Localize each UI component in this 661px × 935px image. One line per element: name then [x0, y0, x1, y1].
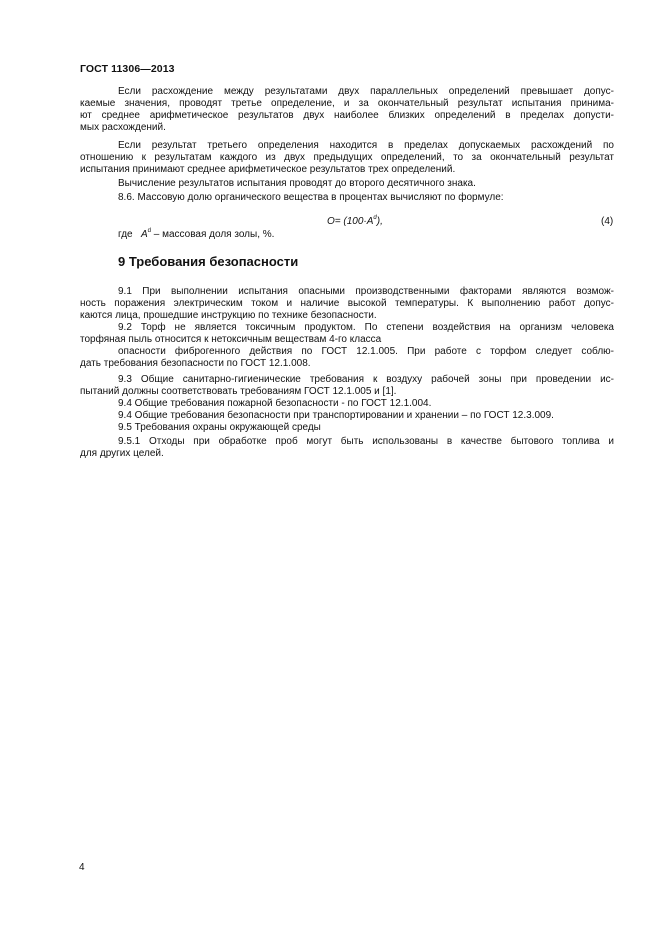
paragraph-line: 9.5 Требования охраны окружающей среды: [118, 422, 321, 433]
paragraph-line: 9.5.1 Отходы при обработке проб могут быть использованы в качестве бытового топлива и: [118, 436, 614, 447]
paragraph-line: отношению к результатам каждого из двух предыдущих определений, то за окончательный результат: [80, 152, 614, 163]
paragraph-line: Если результат третьего определения находится в пределах допускаемых расхождений по: [118, 140, 614, 151]
document-header: ГОСТ 11306—2013: [80, 63, 175, 75]
paragraph-line: Вычисление результатов испытания проводят до второго десятичного знака.: [118, 178, 476, 189]
paragraph-line: 9.4 Общие требования безопасности при транспортировании и хранении – по ГОСТ 12.3.009.: [118, 410, 554, 421]
formula: $O= (100\cdot A^d)$,: [327, 214, 383, 227]
paragraph-line: 8.6. Массовую долю органического вещества в процентах вычисляют по формуле:: [118, 192, 504, 203]
paragraph-line: пытаний должны соответствовать требованиям ГОСТ 12.1.005 и [1].: [80, 386, 397, 397]
paragraph-line: ность поражения электрическим током и наличие высокой температуры. К выполнению работ допус-: [80, 298, 614, 309]
paragraph-line: испытания принимают среднее арифметическое результатов трех определений.: [80, 164, 456, 175]
page-number: 4: [79, 862, 85, 873]
paragraph-line: каемые значения, проводят третье определение, и за окончательный результат испытания принима-: [80, 98, 614, 109]
section-heading: 9 Требования безопасности: [118, 254, 299, 269]
paragraph-line: для других целей.: [80, 448, 164, 459]
paragraph-line: мых расхождений.: [80, 122, 166, 133]
paragraph-line: ют среднее арифметическое результатов двух наиболее близких определений в пределах допусти-: [80, 110, 614, 121]
paragraph-line: каются лица, прошедшие инструкцию по технике безопасности.: [80, 310, 377, 321]
paragraph-line: Если расхождение между результатами двух параллельных определений превышает допус-: [118, 86, 614, 97]
paragraph-line: 9.4 Общие требования пожарной безопасности - по ГОСТ 12.1.004.: [118, 398, 432, 409]
paragraph-line: дать требования безопасности по ГОСТ 12.1.008.: [80, 358, 311, 369]
paragraph-line: торфяная пыль относится к нетоксичным веществам 4-го класса: [80, 334, 382, 345]
equation-number: (4): [601, 216, 614, 227]
formula-legend: где $A^d$ – массовая доля золы, %.: [118, 227, 275, 240]
paragraph-line: опасности фиброгенного действия по ГОСТ 12.1.005. При работе с торфом следует соблю-: [118, 346, 614, 357]
paragraph-line: 9.1 При выполнении испытания опасными производственными факторами являются возмож-: [118, 286, 614, 297]
paragraph-line: 9.2 Торф не является токсичным продуктом. По степени воздействия на организм человека: [118, 322, 614, 333]
paragraph-line: 9.3 Общие санитарно-гигиенические требования к воздуху рабочей зоны при проведении ис-: [118, 374, 614, 385]
